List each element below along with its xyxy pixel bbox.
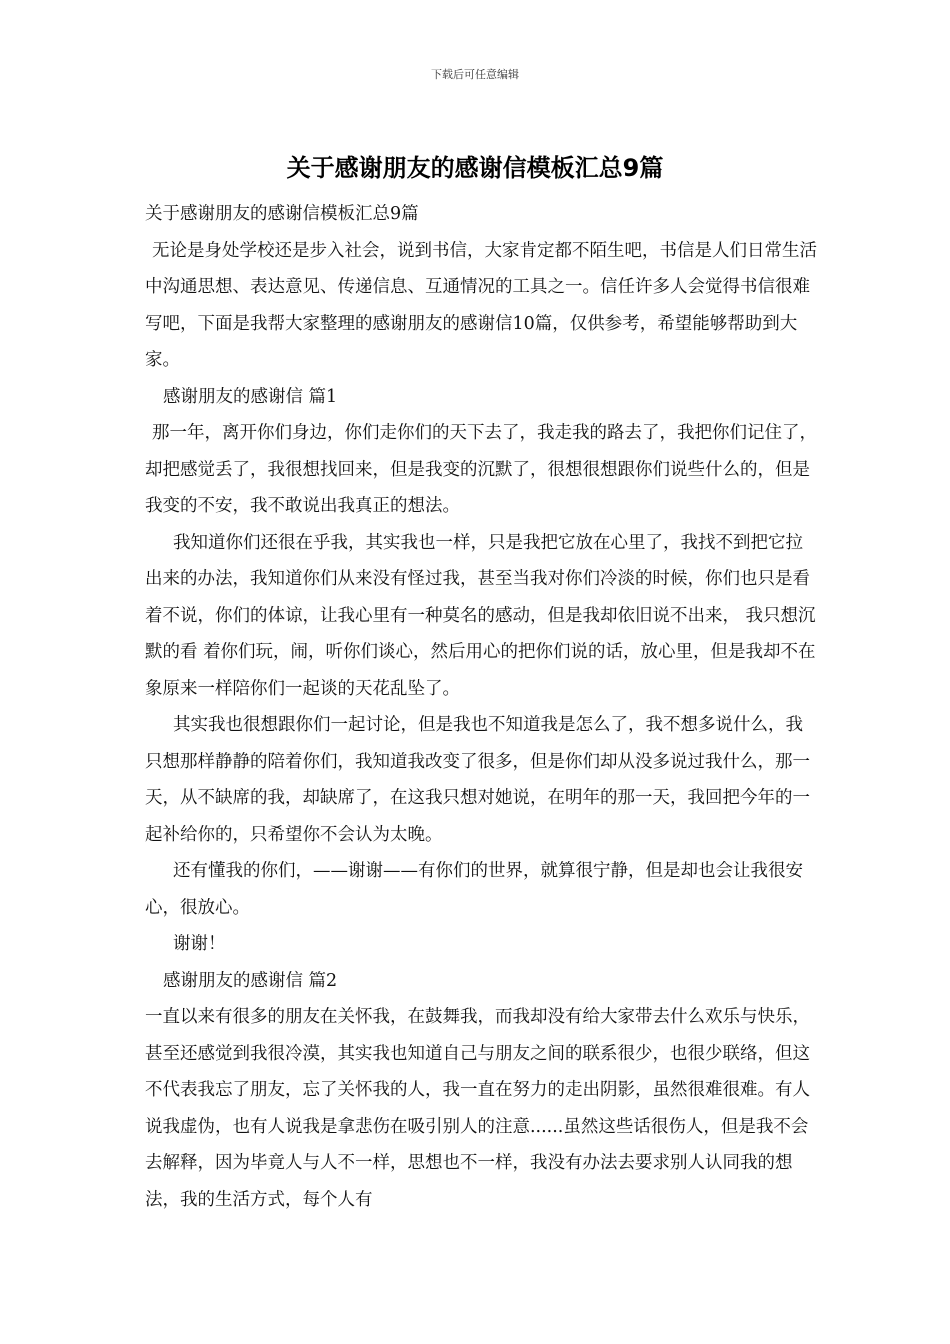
letter-1-paragraph-3: 其实我也很想跟你们一起讨论，但是我也不知道我是怎么了，我不想多说什么，我只想那样静静的陪着你们，我知道我改变了很多，但是你们却从没多说过我什么，那一天，从不缺席的我，却缺席了，在这我只想对她说，在明年的那一天，我回把今年的一起补给你的，只希望你不会认为太晚。	[145, 715, 810, 845]
letter-1-paragraph-2: 我知道你们还很在乎我，其实我也一样，只是我把它放在心里了，我找不到把它拉出来的办法，我知道你们从来没有怪过我，甚至当我对你们冷淡的时候，你们也只是看着不说，你们的体谅，让我心里有一种莫名的感动，但是我却依旧说不出来， 我只想沉默的看 着你们玩，闹，听你们谈心，然后用心的把你们说的话，放心里，但是我却不在象原来一样陪你们一起谈的天花乱坠了。	[145, 532, 816, 699]
document-body	[145, 196, 817, 1218]
letter-1-paragraph-4: 还有懂我的你们，——谢谢——有你们的世界，就算很宁静，但是却也会让我很安心，很放心。	[145, 861, 803, 918]
header-note: 下载后可任意编辑	[431, 68, 519, 81]
letter-heading-2: 感谢朋友的感谢信 篇2	[163, 970, 338, 991]
letter-heading-1: 感谢朋友的感谢信 篇1	[163, 386, 338, 407]
document-title: 关于感谢朋友的感谢信模板汇总9篇	[286, 154, 664, 182]
letter-1-paragraph-1: 那一年，离开你们身边，你们走你们的天下去了，我走我的路去了，我把你们记住了，却把感觉丢了，我很想找回来，但是我变的沉默了，很想很想跟你们说些什么的，但是我变的不安，我不敢说出我真正的想法。	[145, 423, 817, 516]
letter-1-closing: 谢谢！	[173, 934, 226, 954]
document-subtitle: 关于感谢朋友的感谢信模板汇总9篇	[145, 204, 419, 224]
intro-paragraph: 无论是身处学校还是步入社会，说到书信，大家肯定都不陌生吧，书信是人们日常生活中沟通思想、表达意见、传递信息、互通情况的工具之一。信任许多人会觉得书信很难写吧，下面是我帮大家整理的感谢朋友的感谢信10篇，仅供参考，希望能够帮助到大家。	[145, 240, 817, 370]
letter-2-paragraph-1: 一直以来有很多的朋友在关怀我，在鼓舞我，而我却没有给大家带去什么欢乐与快乐，甚至还感觉到我很冷漠，其实我也知道自己与朋友之间的联系很少，也很少联络，但这不代表我忘了朋友，忘了关怀我的人，我一直在努力的走出阴影，虽然很难很难。有人说我虚伪，也有人说我是拿悲伤在吸引别人的注意......虽然这些话很伤人，但是我不会去解释，因为毕竟人与人不一样，思想也不一样，我没有办法去要求别人认同我的想法，我的生活方式，每个人有	[145, 1007, 810, 1210]
